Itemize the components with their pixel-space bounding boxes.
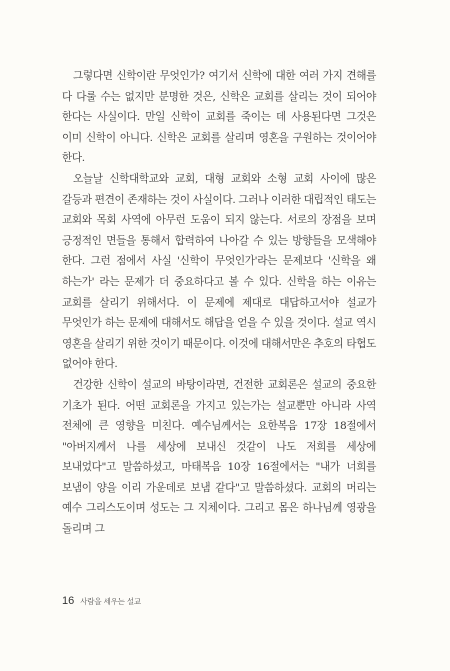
running-title: 사람을 세우는 설교 [80, 597, 141, 606]
paragraph-1: 그렇다면 신학이란 무엇인가? 여기서 신학에 대한 여러 가지 견해를 다 다룰 수는 없지만 분명한 것은, 신학은 교회를 살리는 것이 되어야 한다는 사실이다. 만일 신학이 교회를 죽이는 데 사용된다면 그것은 이미 신학이 아니다. 신학은 교회를 살리며 영혼을 구원하는 것이어야 한다. [62, 70, 376, 165]
page-number: 16 [62, 595, 75, 607]
paragraph-2: 오늘날 신학대학교와 교회, 대형 교회와 소형 교회 사이에 많은 갈등과 편견이 존재하는 것이 사실이다. 그러나 이러한 대립적인 태도는 교회와 목회 사역에 아무런 도움이 되지 않는다. 서로의 장점을 보며 긍정적인 면들을 통해서 합력하여 나아갈 수 있는 방향들을 모색해야 한다. 그런 점에서 사실 '신학이 무엇인가'라는 문제보다 '신학을 왜 하는가' 라는 문제가 더 중요하다고 볼 수 있다. 신학을 하는 이유는 교회를 살리기 위해서다. 이 문제에 제대로 대답하고서야 설교가 무엇인가 하는 문제에 대해서도 해답을 얻을 수 있을 것이다. 설교 역시 영혼을 살리기 위한 것이기 때문이다. 이것에 대해서만은 추호의 타협도 없어야 한다. [62, 172, 376, 371]
page-footer [62, 595, 141, 607]
body-text [62, 66, 376, 540]
paragraph-3: 건강한 신학이 설교의 바탕이라면, 건전한 교회론은 설교의 중요한 기초가 된다. 어떤 교회론을 가지고 있는가는 설교뿐만 아니라 사역 전체에 큰 영향을 미친다. 예수님께서는 요한복음 17장 18절에서 "아버지께서 나를 세상에 보내신 것같이 나도 저희를 세상에 보내었다"고 말씀하셨고, 마태복음 10장 16절에서는 "내가 너희를 보냄이 양을 이리 가운데로 보냄 같다"고 말씀하셨다. 교회의 머리는 예수 그리스도이며 성도는 그 지체이다. 그리고 몸은 하나님께 영광을 돌리며 그 [62, 378, 376, 536]
